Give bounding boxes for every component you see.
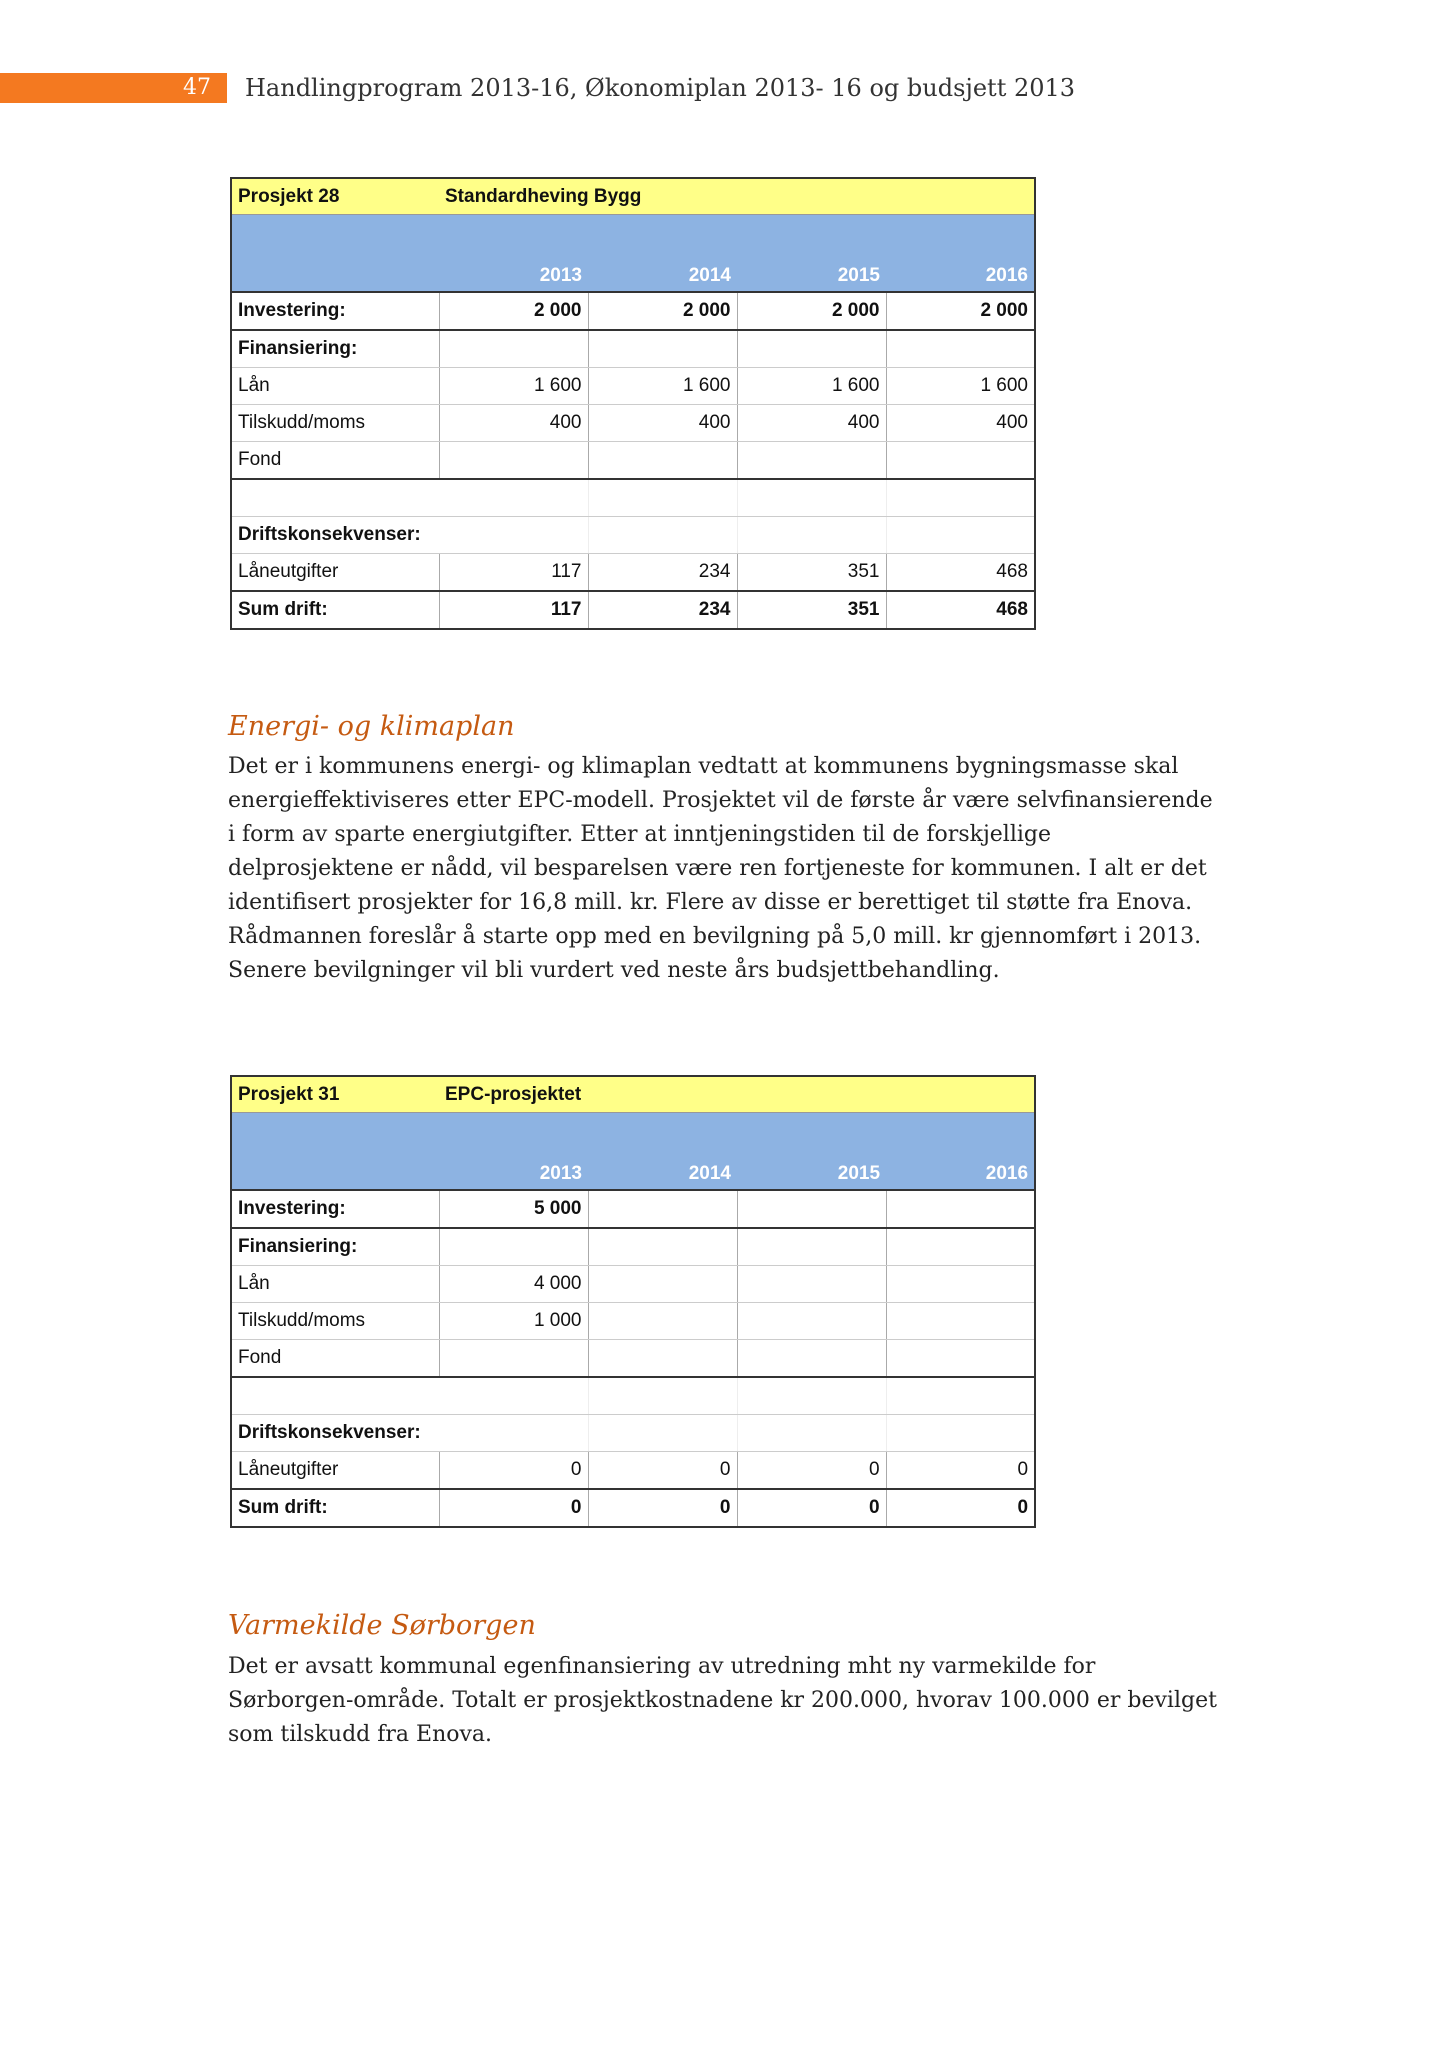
cell-value	[439, 442, 588, 480]
table-row	[231, 1415, 1035, 1452]
project-label: Prosjekt 28	[231, 178, 439, 215]
table-row	[231, 1190, 1035, 1228]
cell-value: 117	[439, 591, 588, 629]
row-label: Investering:	[231, 1190, 439, 1228]
cell-value: 5 000	[439, 1190, 588, 1228]
cell-value: 400	[737, 405, 886, 442]
page-header	[0, 73, 1100, 103]
table-row	[231, 1228, 1035, 1266]
row-label: Låneutgifter	[231, 1452, 439, 1490]
cell-value	[588, 1303, 737, 1340]
cell-value: 4 000	[439, 1266, 588, 1303]
table-row	[231, 1452, 1035, 1490]
table-row	[231, 479, 1035, 517]
cell-value: 1 600	[737, 368, 886, 405]
table-row	[231, 368, 1035, 405]
cell-value: 0	[588, 1452, 737, 1490]
row-label: Finansiering:	[231, 1228, 439, 1266]
year-header: 2014	[588, 215, 737, 293]
row-label: Fond	[231, 442, 439, 480]
text-line: delprosjektene er nådd, vil besparelsen være ren fortjeneste for kommunen. I alt er det	[228, 856, 1207, 881]
cell-value: 234	[588, 554, 737, 592]
year-header: 2016	[886, 1113, 1035, 1191]
cell-value: 1 600	[886, 368, 1035, 405]
text-line: identifisert prosjekter for 16,8 mill. kr. Flere av disse er berettiget til støtte fra Enova.	[228, 890, 1193, 915]
cell-value: 2 000	[737, 292, 886, 330]
cell-value: 468	[886, 591, 1035, 629]
text-line: i form av sparte energiutgifter. Etter at inntjeningstiden til de forskjellige	[228, 822, 1051, 847]
document-title: Handlingprogram 2013-16, Økonomiplan 2013- 16 og budsjett 2013	[245, 74, 1076, 102]
cell-value: 351	[737, 591, 886, 629]
cell-value: 0	[886, 1489, 1035, 1527]
cell-value: 0	[886, 1452, 1035, 1490]
year-header: 2014	[588, 1113, 737, 1191]
cell-value	[737, 1190, 886, 1228]
row-label: Finansiering:	[231, 330, 439, 368]
cell-value: 351	[737, 554, 886, 592]
year-header: 2016	[886, 215, 1035, 293]
cell-value: 1 000	[439, 1303, 588, 1340]
table-row-sum	[231, 1489, 1035, 1527]
table-row	[231, 554, 1035, 592]
row-label: Tilskudd/moms	[231, 1303, 439, 1340]
year-header-row	[231, 1113, 1035, 1191]
table-title-row	[231, 1076, 1035, 1113]
cell-value	[588, 442, 737, 480]
table-row	[231, 292, 1035, 330]
row-label: Driftskonsekvenser:	[231, 1415, 439, 1452]
cell-value: 400	[588, 405, 737, 442]
cell-value	[886, 1340, 1035, 1378]
table-row	[231, 330, 1035, 368]
text-line: energieffektiviseres etter EPC-modell. Prosjektet vil de første år være selvfinansierende	[228, 788, 1213, 813]
cell-value: 0	[439, 1489, 588, 1527]
cell-value: 400	[886, 405, 1035, 442]
row-label: Sum drift:	[231, 1489, 439, 1527]
cell-value	[588, 1266, 737, 1303]
table-row	[231, 517, 1035, 554]
cell-value: 1 600	[439, 368, 588, 405]
cell-value	[886, 442, 1035, 480]
cell-value: 468	[886, 554, 1035, 592]
cell-value	[737, 1303, 886, 1340]
row-label: Lån	[231, 1266, 439, 1303]
text-line: Rådmannen foreslår å starte opp med en bevilgning på 5,0 mill. kr gjennomført i 2013.	[228, 924, 1202, 949]
cell-value: 0	[737, 1489, 886, 1527]
section-body	[228, 750, 1248, 988]
page-number: 47	[0, 73, 227, 103]
row-label: Tilskudd/moms	[231, 405, 439, 442]
cell-value	[737, 1340, 886, 1378]
year-header: 2013	[439, 1113, 588, 1191]
table-row	[231, 1377, 1035, 1415]
row-label: Driftskonsekvenser:	[231, 517, 439, 554]
year-header-row	[231, 215, 1035, 293]
text-line: Sørborgen-område. Totalt er prosjektkostnadene kr 200.000, hvorav 100.000 er bevilget	[228, 1688, 1217, 1713]
row-label: Sum drift:	[231, 591, 439, 629]
cell-value	[737, 1266, 886, 1303]
text-line: Senere bevilgninger vil bli vurdert ved neste års budsjettbehandling.	[228, 958, 1000, 983]
cell-value: 2 000	[588, 292, 737, 330]
cell-value: 117	[439, 554, 588, 592]
text-line: som tilskudd fra Enova.	[228, 1722, 493, 1747]
year-header: 2015	[737, 215, 886, 293]
section-body	[228, 1650, 1248, 1752]
cell-value: 1 600	[588, 368, 737, 405]
section-heading: Varmekilde Sørborgen	[228, 1610, 536, 1641]
row-label: Fond	[231, 1340, 439, 1378]
cell-value	[439, 1340, 588, 1378]
table-row	[231, 1303, 1035, 1340]
project-name: Standardheving Bygg	[439, 178, 886, 215]
row-label: Låneutgifter	[231, 554, 439, 592]
section-heading: Energi- og klimaplan	[228, 711, 515, 742]
budget-table-project-28	[230, 177, 1036, 630]
project-name: EPC-prosjektet	[439, 1076, 886, 1113]
cell-value	[886, 1303, 1035, 1340]
table-row	[231, 1340, 1035, 1378]
text-line: Det er i kommunens energi- og klimaplan vedtatt at kommunens bygningsmasse skal	[228, 754, 1179, 779]
cell-value: 0	[439, 1452, 588, 1490]
row-label: Investering:	[231, 292, 439, 330]
project-label: Prosjekt 31	[231, 1076, 439, 1113]
year-header: 2013	[439, 215, 588, 293]
cell-value: 2 000	[886, 292, 1035, 330]
budget-table-project-31	[230, 1075, 1036, 1528]
cell-value: 0	[588, 1489, 737, 1527]
table-row	[231, 442, 1035, 480]
cell-value	[886, 1266, 1035, 1303]
table-row-sum	[231, 591, 1035, 629]
cell-value: 2 000	[439, 292, 588, 330]
row-label: Lån	[231, 368, 439, 405]
table-title-row	[231, 178, 1035, 215]
year-header: 2015	[737, 1113, 886, 1191]
cell-value	[588, 1190, 737, 1228]
cell-value	[737, 442, 886, 480]
table-row	[231, 405, 1035, 442]
cell-value	[588, 1340, 737, 1378]
cell-value: 0	[737, 1452, 886, 1490]
cell-value	[886, 1190, 1035, 1228]
cell-value: 234	[588, 591, 737, 629]
text-line: Det er avsatt kommunal egenfinansiering av utredning mht ny varmekilde for	[228, 1654, 1096, 1679]
table-row	[231, 1266, 1035, 1303]
cell-value: 400	[439, 405, 588, 442]
